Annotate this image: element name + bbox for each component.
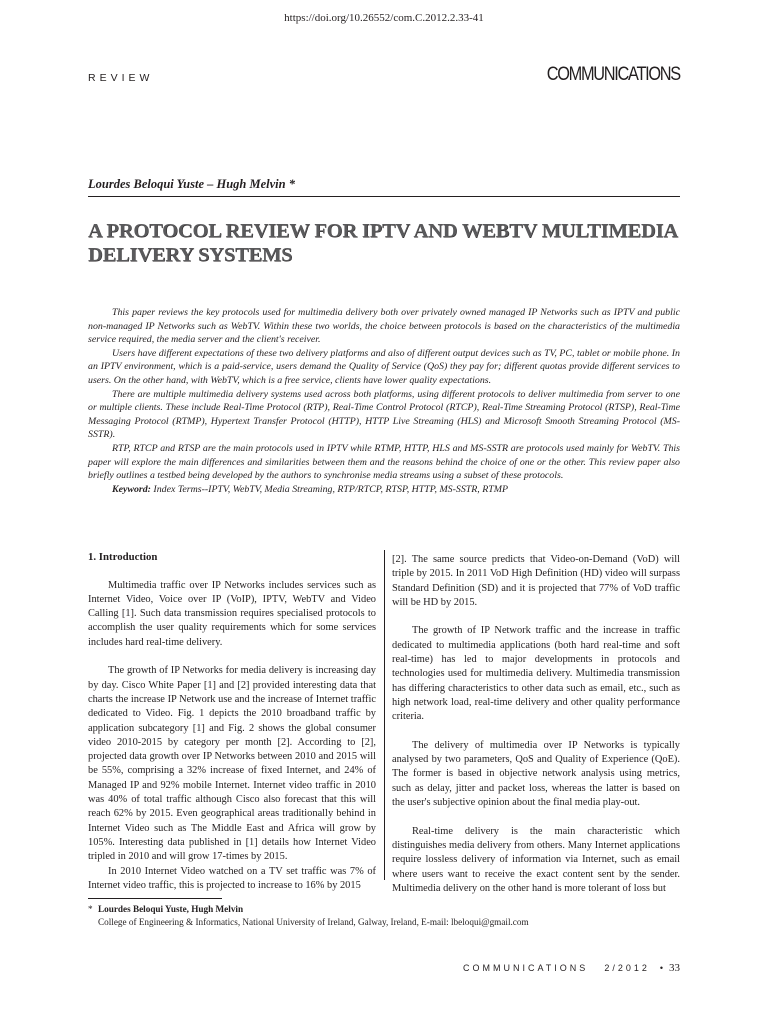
footnote [88,903,680,929]
footer-journal: COMMUNICATIONS [462,963,589,973]
article-authors: Lourdes Beloqui Yuste – Hugh Melvin * [88,177,295,191]
keywords-text: Index Terms--IPTV, WebTV, Media Streaming, RTP/RTCP, RTSP, HTTP, MS-SSTR, RTMP [150,483,509,495]
section-tag: REVIEW [88,72,154,84]
body-paragraph: In 2010 Internet Video watched on a TV set traffic was 7% of Internet video traffic, this is projected to increase to 16% by 2015 [88,865,376,891]
body-paragraph: Real-time delivery is the main characteristic which distinguishes media delivery from others. Many Internet applications require lossless delivery of information via Internet, such as email where users want to receive the exact content sent by the sender. Multimedia delivery on the other hand is more tolerant of loss but [392,825,680,894]
section-heading: 1. Introduction [88,551,158,563]
running-footer [463,962,680,974]
footnote-authors: Lourdes Beloqui Yuste, Hugh Melvin [98,904,244,914]
abstract-paragraph: This paper reviews the key protocols used for multimedia delivery both over privately owned managed IP Networks such as IPTV and public non-managed IP Networks such as WebTV. Within these two worlds, the choice between protocols is based on the characteristics of the multimedia service required, the media server and the client's receiver. [88,307,680,346]
abstract-paragraph: RTP, RTCP and RTSP are the main protocols used in IPTV while RTMP, HTTP, HLS and MS-SSTR are protocols used mainly for WebTV. This paper will explore the main differences and similarities between them and the reasons behind the choice of one or the other. This review paper also briefly outlines a testbed being developed by the authors to synchronise media streams using a subset of these protocols. [88,442,680,482]
abstract-paragraph: Users have different expectations of these two delivery platforms and also of different output devices such as TV, PC, tablet or mobile phone. In an IPTV environment, which is a paid-service, users demand the Quality of Service (QoS) they pay for; different quotas provide different services to users. On the other hand, with WebTV, which is a free service, clients have lower quality expectations. [88,347,680,386]
author-divider [88,196,680,197]
body-paragraph: [2]. The same source predicts that Video-on-Demand (VoD) will triple by 2015. In 2011 VoD High Definition (HD) video will surpass Standard Definition (SD) and it is projected that 77% of VoD traffic will be HD by 2015. [392,554,680,608]
keywords [88,483,680,497]
body-column-left [88,550,376,907]
body-paragraph: The growth of IP Networks for media delivery is increasing day by day. Cisco White Paper [1] and [2] provided interesting data that charts the increase IP Network use and the increase of Internet traffic dedicated to Video. Fig. 1 depicts the 2010 broadband traffic by application subcategory [1] and Fig. 2 shows the global consumer video 2010-2015 by category per month [2]. According to [2], projected data growth over IP Networks between 2010 and 2015 will be 55%, comprising a 32% increase of fixed Internet, and 24% of Managed IP and 92% mobile Internet. Internet video traffic in 2010 was 40% of total traffic although Cisco also forecast that this will reach 62% by 2015. Even geographical areas traditionally behind in Internet Video such as The Middle East and Africa will grow by 105%. Interesting data published in [1] details how Internet Video tripled in 2010 and will grow 17-times by 2015. [88,665,376,863]
page-number: 33 [669,962,680,974]
body-paragraph: The delivery of multimedia over IP Networks is typically analysed by two parameters, QoS and Quality of Experience (QoE). The former is based in objective network analysis using metrics, such as delay, jitter and packet loss, whereas the latter is based on the user's subjective opinion about the final media play-out. [392,739,680,809]
abstract-paragraph: There are multiple multimedia delivery systems used across both platforms, using different protocols to deliver multimedia from server to one or multiple clients. These include Real-Time Protocol (RTP), Real-Time Control Protocol (RTCP), Real-Time Streaming Protocol (RTSP), Real-Time Messaging Protocol (RTMP), Hypertext Transfer Protocol (HTTP), HTTP Live Streaming (HLS) and Microsoft Smooth Streaming Protocol (MS- SSTR). [88,388,680,441]
doi-link[interactable]: https://doi.org/10.26552/com.C.2012.2.33-41 [284,12,484,24]
footer-bullet: • [659,963,663,973]
abstract [88,306,680,496]
body-paragraph: The growth of IP Network traffic and the increase in traffic dedicated to multimedia applications (both hard real-time and soft real-time) has led to major developments in protocols and technologies used for multimedia delivery. Multimedia transmission has differing characteristics to other data such as email, etc., such as high network load, real-time delivery and other quality performance criteria. [392,625,680,723]
article-title: A PROTOCOL REVIEW FOR IPTV AND WEBTV MULTIMEDIA DELIVERY SYSTEMS [88,220,677,266]
column-divider [384,550,385,880]
body-paragraph: Multimedia traffic over IP Networks includes services such as Internet Video, Voice over IP (VoIP), IPTV, WebTV and Video Calling [1]. Such data transmission requires specialised protocols to accomplish the user quality requirements which for some services includes hard real-time delivery. [88,579,376,648]
journal-logo: COMMUNICATIONS [546,64,680,85]
footnote-affiliation: College of Engineering & Informatics, National University of Ireland, Galway, Ireland, E-mail: lbeloqui@gmail.com [98,917,529,927]
body-column-right [392,553,680,910]
keywords-label: Keyword: [112,483,151,495]
footnote-divider [88,898,222,899]
footer-issue: 2/2012 [604,963,650,973]
footnote-marker: * [88,904,93,914]
